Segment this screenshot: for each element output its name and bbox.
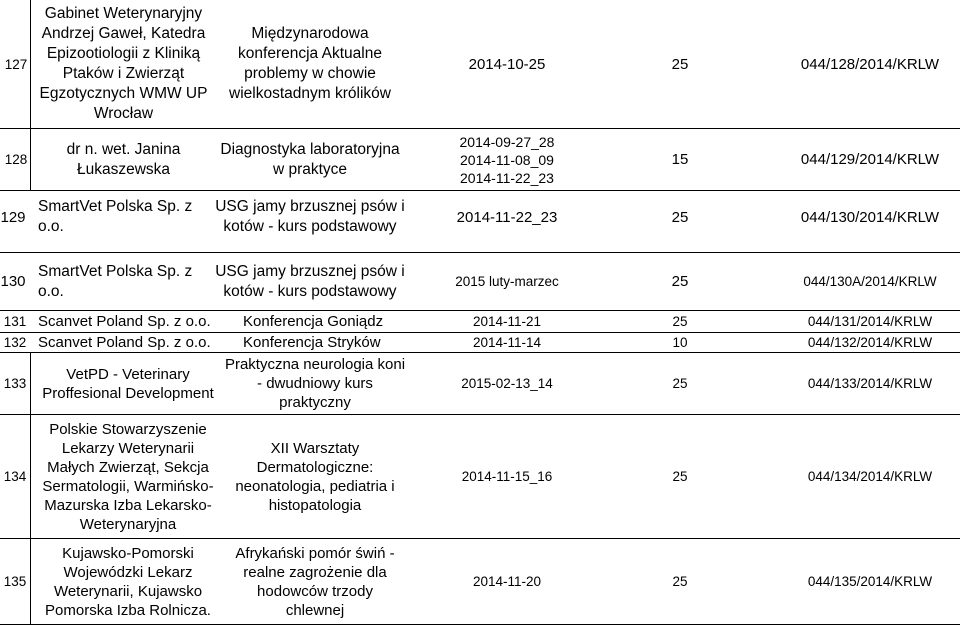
organizer-cell: SmartVet Polska Sp. z o.o. [38,262,193,300]
course-title-cell: Diagnostyka laboratoryjna w praktyce [220,140,400,178]
approval-code-cell: 044/133/2014/KRLW [807,376,933,391]
table-row [0,538,960,624]
organizer-cell: Kujawsko-Pomorski Wojewódzki Lekarz Weterynarii, Kujawsko Pomorska Izba Rolnicza. [45,544,211,619]
column-divider [30,352,31,625]
approval-code-cell: 044/132/2014/KRLW [807,335,933,350]
organizer-cell: dr n. wet. Janina Łukaszewska [66,140,181,178]
organizer-cell: Scanvet Poland Sp. z o.o. [38,334,211,351]
row-number: 127 [4,56,28,72]
organizer-cell: VetPD - Veterinary Proffesional Development [42,365,214,402]
course-title-cell: USG jamy brzusznej psów i kotów - kurs podstawowy [215,198,405,235]
table-row [0,414,960,538]
hours-cell: 25 [671,208,689,226]
date-cell: 2015 luty-marzec [455,274,559,289]
table-row [0,310,960,332]
row-number: 133 [3,376,27,391]
row-number: 131 [3,314,27,329]
row-number: 132 [3,335,27,350]
hours-cell: 15 [671,151,689,168]
organizer-cell: SmartVet Polska Sp. z o.o. [38,198,193,235]
approval-code-cell: 044/129/2014/KRLW [800,151,940,168]
approval-code-cell: 044/131/2014/KRLW [807,314,933,329]
table-row [0,0,960,128]
approval-code-cell: 044/130A/2014/KRLW [803,274,937,289]
date-cell: 2014-11-22_23 [456,208,558,226]
date-cell: 2014-11-20 [472,574,542,589]
approval-code-cell: 044/135/2014/KRLW [807,574,933,589]
approval-code-cell: 044/128/2014/KRLW [800,55,940,73]
row-number: 130 [0,273,26,290]
hours-cell: 25 [671,55,689,73]
row-number: 134 [3,469,27,484]
hours-cell: 10 [672,335,688,350]
date-cell: 2014-11-21 [472,314,542,329]
approval-code-cell: 044/134/2014/KRLW [807,469,933,484]
date-cell: 2014-11-14 [472,335,542,350]
table-row [0,332,960,352]
row-number: 129 [0,208,26,226]
hours-cell: 25 [672,574,688,589]
date-cell: 2014-09-27_28 2014-11-08_09 2014-11-22_23 [459,133,555,186]
organizer-cell: Scanvet Poland Sp. z o.o. [38,313,211,330]
course-title-cell: XII Warsztaty Dermatologiczne: neonatologia, pediatria i histopatologia [235,439,395,514]
organizer-cell: Polskie Stowarzyszenie Lekarzy Weterynarii Małych Zwierząt, Sekcja Sermatologii, Warmińsko- Mazurska Izba Lekarsko- Weterynaryjna [42,420,214,533]
row-number: 128 [4,152,28,167]
table-row [0,128,960,190]
date-cell: 2014-11-15_16 [461,469,553,484]
date-cell: 2015-02-13_14 [461,376,553,391]
course-title-cell: Konferencja Goniądz [243,313,384,330]
approval-code-cell: 044/130/2014/KRLW [800,208,940,226]
hours-cell: 25 [672,376,688,391]
organizer-cell: Gabinet Weterynaryjny Andrzej Gaweł, Katedra Epizootiologii z Kliniką Ptaków i Zwierząt Egzotycznych WMW UP Wrocław [39,5,208,122]
course-title-cell: USG jamy brzusznej psów i kotów - kurs podstawowy [215,262,405,300]
table-row [0,352,960,414]
row-number: 135 [3,574,27,589]
table-row [0,252,960,310]
table-row [0,190,960,243]
hours-cell: 25 [671,273,689,290]
course-title-cell: Afrykański pomór świń - realne zagrożenie dla hodowców trzody chlewnej [235,544,395,619]
column-divider [30,0,31,190]
date-cell: 2014-10-25 [468,55,546,73]
course-title-cell: Międzynarodowa konferencja Aktualne problemy w chowie wielkostadnym królików [229,25,391,102]
hours-cell: 25 [672,314,688,329]
course-title-cell: Praktyczna neurologia koni - dwudniowy kurs praktyczny [224,356,406,411]
hours-cell: 25 [672,469,688,484]
course-title-cell: Konferencja Stryków [243,334,381,351]
